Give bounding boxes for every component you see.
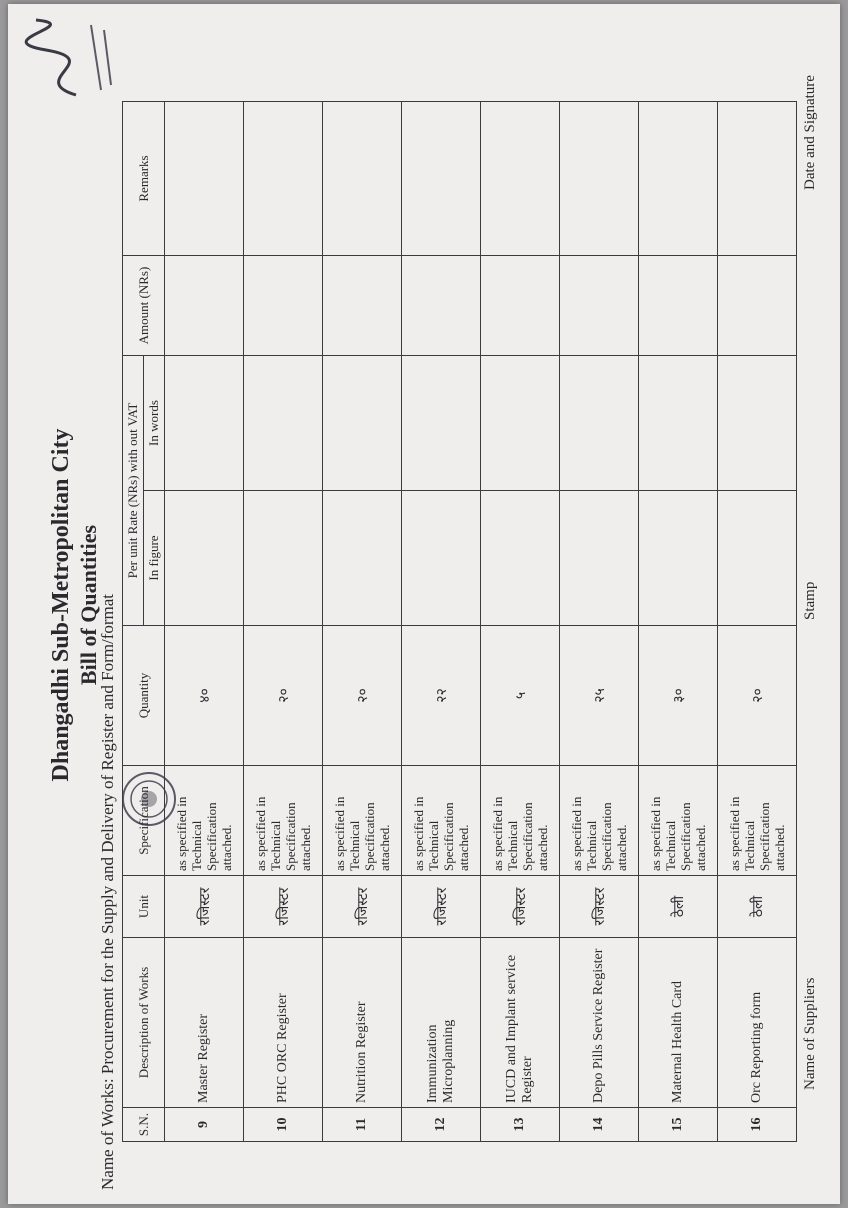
footer-date-signature-label: Date and Signature <box>802 75 818 190</box>
cell-specification: as specified in Technical Specification attached. <box>165 766 244 876</box>
cell-remarks <box>718 102 797 256</box>
name-of-works: Name of Works: Procurement for the Supply and Delivery of Register and Form/format <box>98 593 117 1190</box>
boq-table <box>122 101 797 1142</box>
table-row <box>165 102 244 1142</box>
city-title: Dhangadhi Sub-Metropolitan City <box>48 428 74 782</box>
cell-description: Maternal Health Card <box>639 938 718 1108</box>
table-row <box>560 102 639 1142</box>
cell-specification: as specified in Technical Specification attached. <box>244 766 323 876</box>
cell-in-figure <box>165 491 244 626</box>
cell-description: Depo Pills Service Register <box>560 938 639 1108</box>
cell-quantity: २० <box>718 626 797 766</box>
cell-description: Master Register <box>165 938 244 1108</box>
cell-sn: 10 <box>244 1108 323 1142</box>
cell-specification: as specified in Technical Specification attached. <box>402 766 481 876</box>
cell-amount <box>639 256 718 356</box>
header-quantity: Quantity <box>123 626 165 766</box>
cell-sn: 14 <box>560 1108 639 1142</box>
cell-remarks <box>244 102 323 256</box>
cell-amount <box>481 256 560 356</box>
cell-in-words <box>165 356 244 491</box>
cell-amount <box>323 256 402 356</box>
cell-quantity: ३० <box>639 626 718 766</box>
cell-amount <box>244 256 323 356</box>
header-rate-group: Per unit Rate (NRs) with out VAT <box>123 356 144 626</box>
header-amount: Amount (NRs) <box>123 256 165 356</box>
cell-specification: as specified in Technical Specification attached. <box>639 766 718 876</box>
cell-remarks <box>165 102 244 256</box>
bill-of-quantities-sheet <box>12 10 822 1200</box>
cell-in-words <box>481 356 560 491</box>
cell-in-figure <box>402 491 481 626</box>
table-row <box>481 102 560 1142</box>
cell-remarks <box>639 102 718 256</box>
cell-remarks <box>481 102 560 256</box>
cell-remarks <box>402 102 481 256</box>
table-row <box>244 102 323 1142</box>
signature-stamp-icon <box>16 10 126 110</box>
cell-description: Nutrition Register <box>323 938 402 1108</box>
cell-unit: रजिस्टर <box>560 876 639 938</box>
footer-suppliers-label: Name of Suppliers <box>802 977 818 1090</box>
cell-quantity: २० <box>244 626 323 766</box>
header-in-words: In words <box>144 356 165 491</box>
cell-unit: ठेली <box>718 876 797 938</box>
cell-sn: 12 <box>402 1108 481 1142</box>
cell-quantity: ५ <box>481 626 560 766</box>
document-title: Bill of Quantities <box>76 524 101 686</box>
cell-description: IUCD and Implant service Register <box>481 938 560 1108</box>
cell-quantity: ४० <box>165 626 244 766</box>
header-unit: Unit <box>123 876 165 938</box>
cell-amount <box>718 256 797 356</box>
table-row <box>718 102 797 1142</box>
cell-in-words <box>323 356 402 491</box>
cell-remarks <box>560 102 639 256</box>
footer-stamp-label: Stamp <box>802 581 818 620</box>
document-page <box>8 4 840 1204</box>
table-row <box>323 102 402 1142</box>
cell-description: Orc Reporting form <box>718 938 797 1108</box>
cell-unit: रजिस्टर <box>402 876 481 938</box>
table-row <box>639 102 718 1142</box>
cell-in-figure <box>639 491 718 626</box>
cell-specification: as specified in Technical Specification attached. <box>323 766 402 876</box>
cell-sn: 9 <box>165 1108 244 1142</box>
header-in-figure: In figure <box>144 491 165 626</box>
cell-unit: रजिस्टर <box>481 876 560 938</box>
header-sn: S.N. <box>123 1108 165 1142</box>
cell-sn: 15 <box>639 1108 718 1142</box>
cell-in-figure <box>481 491 560 626</box>
cell-sn: 13 <box>481 1108 560 1142</box>
cell-in-words <box>560 356 639 491</box>
header-remarks: Remarks <box>123 102 165 256</box>
cell-amount <box>560 256 639 356</box>
cell-specification: as specified in Technical Specification attached. <box>718 766 797 876</box>
cell-description: Immunization Microplanning <box>402 938 481 1108</box>
cell-specification: as specified in Technical Specification attached. <box>481 766 560 876</box>
cell-quantity: २५ <box>560 626 639 766</box>
cell-in-figure <box>323 491 402 626</box>
cell-in-figure <box>244 491 323 626</box>
cell-in-words <box>639 356 718 491</box>
cell-in-words <box>718 356 797 491</box>
cell-specification: as specified in Technical Specification attached. <box>560 766 639 876</box>
header-specification: Specification <box>123 766 165 876</box>
table-row <box>402 102 481 1142</box>
cell-unit: ठेली <box>639 876 718 938</box>
cell-unit: रजिस्टर <box>165 876 244 938</box>
cell-description: PHC ORC Register <box>244 938 323 1108</box>
cell-unit: रजिस्टर <box>244 876 323 938</box>
cell-in-figure <box>718 491 797 626</box>
cell-amount <box>402 256 481 356</box>
header-description: Description of Works <box>123 938 165 1108</box>
cell-sn: 16 <box>718 1108 797 1142</box>
cell-quantity: २२ <box>402 626 481 766</box>
cell-sn: 11 <box>323 1108 402 1142</box>
cell-remarks <box>323 102 402 256</box>
cell-in-words <box>244 356 323 491</box>
cell-in-words <box>402 356 481 491</box>
cell-amount <box>165 256 244 356</box>
cell-in-figure <box>560 491 639 626</box>
cell-unit: रजिस्टर <box>323 876 402 938</box>
cell-quantity: २० <box>323 626 402 766</box>
